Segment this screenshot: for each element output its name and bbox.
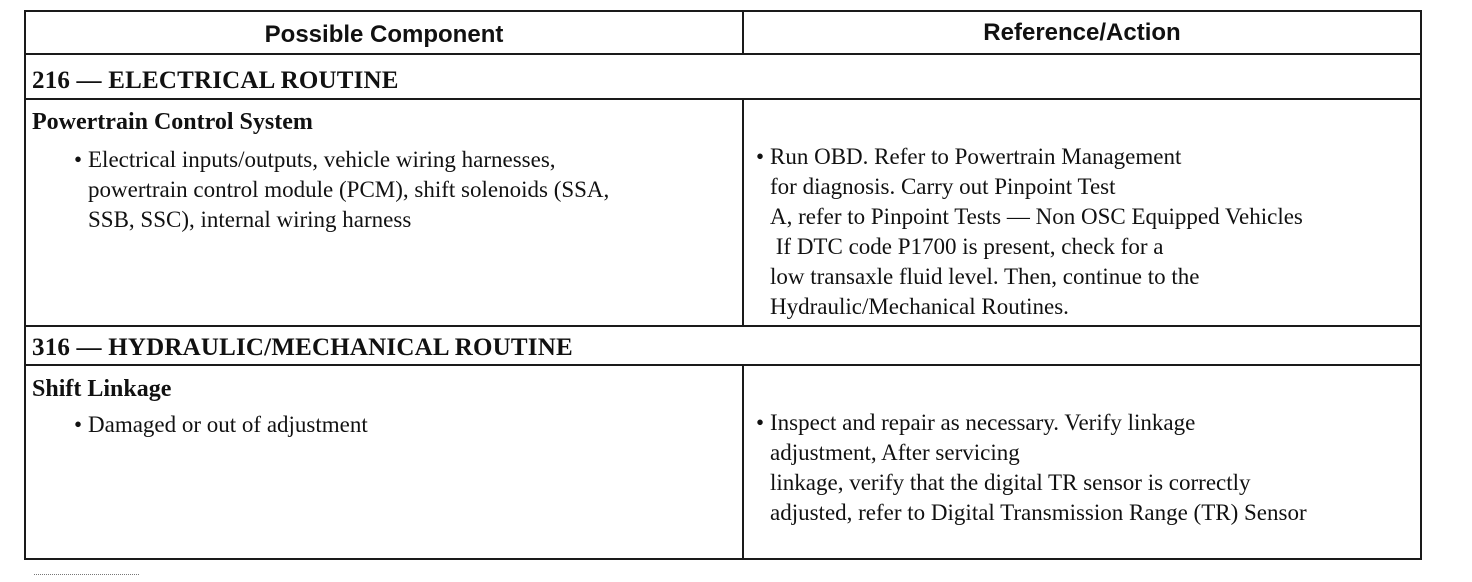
header-possible-component: Possible Component [264, 21, 504, 48]
action-line: Hydraulic/Mechanical Routines. [770, 294, 1069, 319]
bullet-dot: • [74, 412, 83, 437]
footer-dotted-mark [34, 574, 139, 575]
component-list-powertrain [74, 145, 610, 235]
action-list-powertrain [756, 142, 1303, 322]
action-line: for diagnosis. Carry out Pinpoint Test [770, 174, 1116, 199]
action-line: adjusted, refer to Digital Transmission Range (TR) Sensor [770, 500, 1307, 525]
component-line: Electrical inputs/outputs, vehicle wiring harnesses, [88, 147, 556, 172]
header-divider [742, 12, 744, 53]
section-1-title-rule [26, 98, 1420, 100]
header-bottom-rule [26, 53, 1420, 55]
component-title-shift-linkage: Shift Linkage [32, 376, 172, 402]
action-line: A, refer to Pinpoint Tests — Non OSC Equipped Vehicles [770, 204, 1303, 229]
section-2-divider [742, 364, 744, 560]
action-line: Run OBD. Refer to Powertrain Management [770, 144, 1182, 169]
action-list-shift-linkage [756, 408, 1307, 528]
section-title-electrical: 216 — ELECTRICAL ROUTINE [32, 67, 399, 94]
diagnosis-table [24, 10, 1422, 560]
bullet-dot: • [756, 410, 765, 435]
component-line: powertrain control module (PCM), shift solenoids (SSA, [88, 177, 610, 202]
action-line: low transaxle fluid level. Then, continue to the [770, 264, 1200, 289]
action-line: Inspect and repair as necessary. Verify linkage [770, 410, 1196, 435]
action-line: linkage, verify that the digital TR sensor is correctly [770, 470, 1251, 495]
bullet-dot: • [756, 144, 765, 169]
bullet-dot: • [74, 147, 83, 172]
section-title-hydraulic: 316 — HYDRAULIC/MECHANICAL ROUTINE [32, 334, 573, 361]
component-line: Damaged or out of adjustment [88, 412, 368, 437]
section-1-divider [742, 98, 744, 325]
action-line: If DTC code P1700 is present, check for a [770, 234, 1164, 259]
component-list-shift-linkage [74, 410, 368, 440]
component-line: SSB, SSC), internal wiring harness [88, 207, 412, 232]
section-1-bottom-rule [26, 325, 1420, 327]
action-line: adjustment, After servicing [770, 440, 1020, 465]
section-2-title-rule [26, 364, 1420, 366]
component-title-powertrain: Powertrain Control System [32, 109, 313, 135]
header-reference-action: Reference/Action [983, 19, 1181, 46]
